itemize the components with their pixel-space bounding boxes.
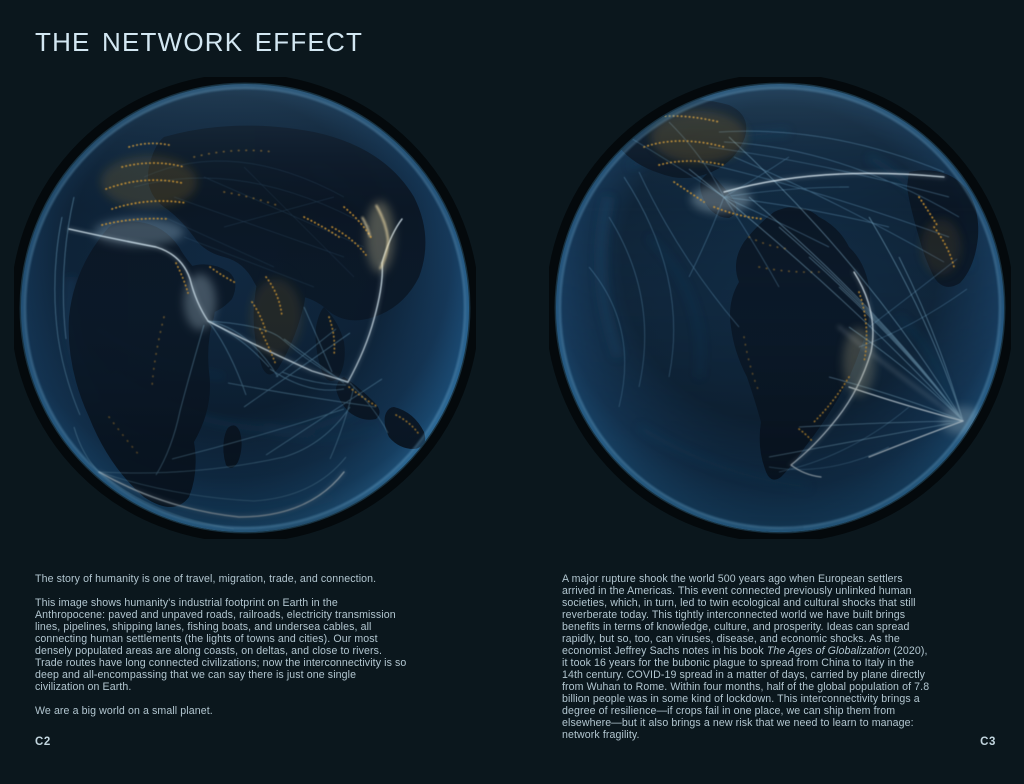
- paragraph-segment: (2020), it took 16 years for the bubonic plague to spread from China to Italy in the 14th century. COVID-19 spread in a matter of days, carried by plane directly from Wuhan to Rome. Within four months, half of the global population of 7.8 billion people was in some kind of lockdown. This interconnectivity brings a degree of resilience—if crops fail in one place, we can ship them from elsewhere—but it also brings a new risk that we need to learn to manage: network fragility.: [562, 645, 930, 741]
- left-page-text-column: [35, 573, 407, 729]
- paragraph-closing: We are a big world on a small planet.: [35, 705, 213, 717]
- paragraph-segment: A major rupture shook the world 500 years ago when European settlers arrived in the Americas. This event connected previously unlinked human societies, which, in turn, led to twin ecological and cultural shocks that still reverberate today. This tightly interconnected world we have built brings benefits in terms of knowledge, culture, and prosperity. Ideas can spread rapidly, but so, too, can viruses, disease, and economic shocks. As the economist Jeffrey Sachs notes in his book: [562, 573, 916, 657]
- book-title-italic: The Ages of Globalization: [766, 645, 891, 657]
- page-title: THE NETWORK EFFECT: [35, 27, 364, 57]
- page-number-left: C2: [35, 736, 51, 748]
- globe-illustration: [14, 77, 476, 539]
- afro-eurasia-network-globe-icon: [14, 77, 476, 539]
- americas-atlantic-network-globe-icon: [549, 77, 1011, 539]
- page-number-right: C3: [980, 736, 996, 748]
- paragraph-intro: The story of humanity is one of travel, migration, trade, and connection.: [35, 573, 377, 585]
- right-page-text-column: [562, 573, 934, 753]
- globe-illustration: [549, 77, 1011, 539]
- paragraph-image-description: This image shows humanity's industrial footprint on Earth in the Anthropocene: paved and unpaved roads, railroads, electricity transmission lines, pipelines, shipping lanes, fishing boats, and undersea cables, all connecting human settlements (the lights of towns and cities). Our most densely populated areas are along coasts, on deltas, and close to rivers. Trade routes have long connected civilizations; now the interconnectivity is so deep and all-encompassing that we can say there is just one single civilization on Earth.: [35, 597, 407, 693]
- paragraph-rupture: [562, 573, 934, 741]
